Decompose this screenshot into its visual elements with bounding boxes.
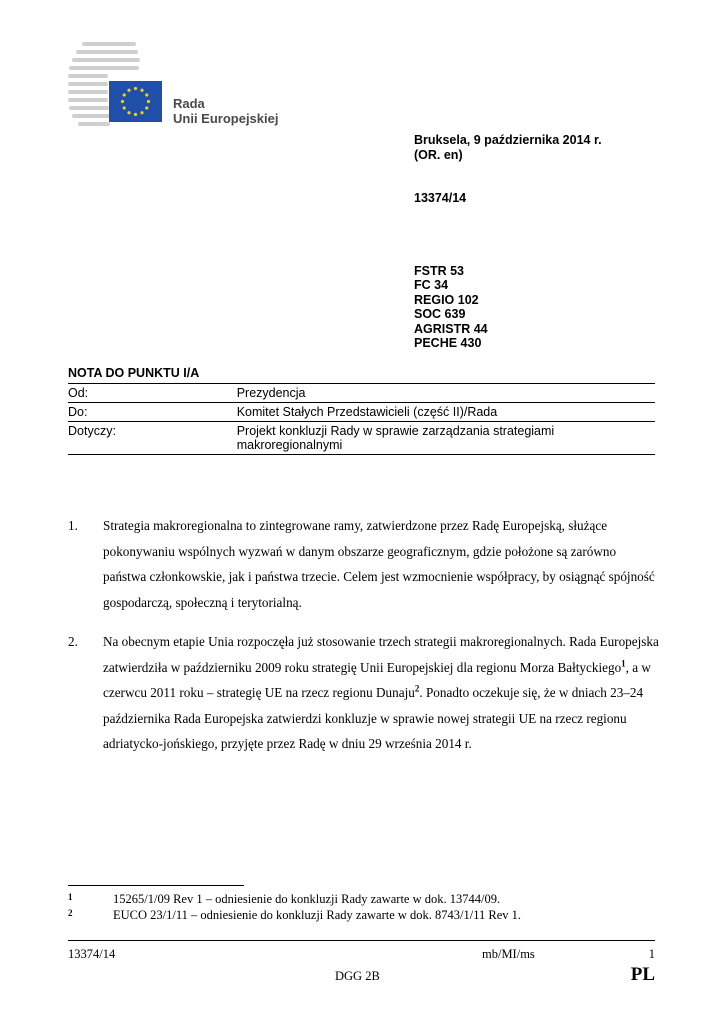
routing-label: Dotyczy:	[68, 424, 116, 438]
document-body	[68, 513, 660, 771]
doc-number: 13374/14	[414, 191, 467, 205]
footnote-text: EUCO 23/1/11 – odniesienie do konkluzji Rady zawarte w dok. 8743/1/11 Rev 1.	[113, 908, 522, 922]
original-language: (OR. en)	[414, 147, 463, 162]
paragraph-1	[68, 513, 660, 615]
footnote-number: 1	[68, 892, 73, 902]
footer-language: PL	[630, 964, 655, 985]
routing-value: Komitet Stałych Przedstawicieli (część II)/Rada	[236, 405, 498, 419]
paragraph-number: 1.	[68, 518, 78, 533]
routing-row-subject	[68, 422, 655, 455]
footer-directorate: DGG 2B	[335, 969, 380, 983]
footer-page-number: 1	[648, 947, 655, 961]
footnote-ref-2[interactable]: 2	[414, 683, 420, 694]
routing-row-from	[68, 384, 655, 403]
council-name	[173, 96, 278, 126]
footnote-2	[68, 907, 658, 923]
eu-star-icon	[145, 93, 148, 96]
routing-row-to	[68, 403, 655, 422]
footnote-ref-1[interactable]: 1	[621, 658, 626, 669]
eu-star-icon	[127, 111, 130, 114]
footnote-1	[68, 891, 658, 907]
routing-label: Od:	[68, 386, 89, 400]
code-item: REGIO 102	[414, 292, 479, 307]
code-item: FC 34	[414, 278, 449, 292]
footer-initials: mb/MI/ms	[482, 947, 535, 961]
eu-star-icon	[123, 106, 126, 109]
paragraph-text-part: Na obecnym etapie Unia rozpoczęła już stosowanie trzech strategii makroregionalnych. Rada Europejska zatwierdziła w październiku 2009 roku strategię Unii Europejskiej dla regionu Morza Bałtyckiego	[103, 634, 659, 675]
interinstitutional-codes	[414, 264, 602, 351]
eu-star-icon	[127, 89, 130, 92]
paragraph-text	[103, 629, 660, 757]
footer-separator	[68, 940, 655, 941]
note-title: NOTA DO PUNKTU I/A	[68, 366, 200, 380]
eu-star-icon	[121, 100, 124, 103]
footnote-number: 2	[68, 908, 73, 918]
eu-star-icon	[134, 113, 137, 116]
paragraph-text-part: . Ponadto oczekuje się, że w dniach 23–24 października Rada Europejska zatwierdzi konkluzje w sprawie nowej strategii UE na rzecz regionu adriatycko-jońskiego, przyjęte przez Radę w dniu 29 września 2014 r.	[103, 685, 644, 751]
routing-label: Do:	[68, 405, 88, 419]
place-date: Bruksela, 9 października 2014 r.	[414, 133, 602, 147]
paragraph-text-part: , a w czerwcu 2011 roku – strategię UE na rzecz regionu Dunaju	[103, 659, 651, 700]
code-item: PECHE 430	[414, 336, 482, 350]
eu-star-icon	[147, 100, 150, 103]
eu-star-icon	[140, 111, 143, 114]
paragraph-number: 2.	[68, 634, 78, 649]
eu-star-icon	[145, 106, 148, 109]
code-item: SOC 639	[414, 307, 466, 321]
footnotes	[68, 891, 658, 923]
footnote-text: 15265/1/09 Rev 1 – odniesienie do konkluzji Rady zawarte w dok. 13744/09.	[113, 892, 501, 906]
eu-star-icon	[134, 87, 137, 90]
footnote-separator	[68, 885, 244, 886]
code-item: FSTR 53	[414, 263, 465, 278]
council-name-line1: Rada	[173, 96, 205, 111]
code-item: AGRISTR 44	[414, 321, 488, 336]
routing-table	[68, 383, 655, 455]
council-name-line2: Unii Europejskiej	[173, 111, 279, 126]
eu-star-icon	[123, 93, 126, 96]
footer-doc-number: 13374/14	[68, 947, 116, 961]
eu-star-icon	[140, 89, 143, 92]
document-header	[414, 133, 602, 351]
routing-value: Projekt konkluzji Rady w sprawie zarządzania strategiami makroregionalnymi	[236, 424, 555, 452]
paragraph-2	[68, 629, 660, 757]
routing-value: Prezydencja	[236, 386, 306, 400]
paragraph-text: Strategia makroregionalna to zintegrowane ramy, zatwierdzone przez Radę Europejską, służące pokonywaniu wspólnych wyzwań w danym obszarze geograficznym, gdzie położone są zarówno państwa członkowskie, jak i państwa trzecie. Celem jest wzmocnienie współpracy, by osiągnąć spójność gospodarczą, społeczną i terytorialną.	[103, 518, 655, 610]
